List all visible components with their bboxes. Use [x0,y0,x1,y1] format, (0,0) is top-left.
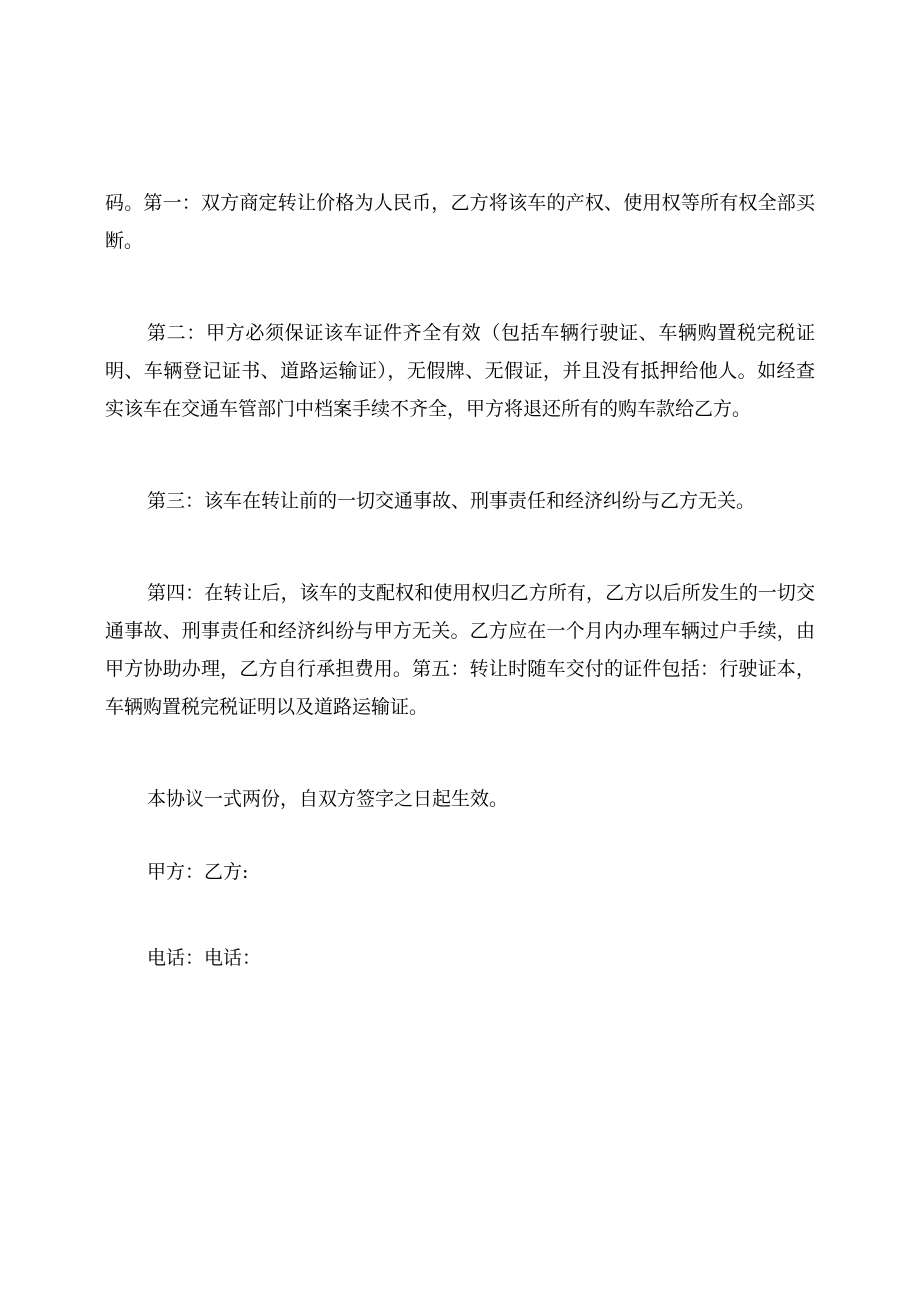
signature-phones: 电话：电话： [147,947,262,969]
paragraph-clause-1: 码。第一：双方商定转让价格为人民币，乙方将该车的产权、使用权等所有权全部买断。 [105,192,815,252]
paragraph-clause-4-5: 第四：在转让后，该车的支配权和使用权归乙方所有，乙方以后所发生的一切交通事故、刑事责任和经济纠纷与甲方无关。乙方应在一个月内办理车辆过户手续，由甲方协助办理，乙方自行承担费用。第五：转让时随车交付的证件包括：行驶证本，车辆购置税完税证明以及道路运输证。 [105,582,815,718]
signature-parties: 甲方：乙方: [147,861,249,883]
paragraph-clause-3: 第三：该车在转让前的一切交通事故、刑事责任和经济纠纷与乙方无关。 [147,490,756,512]
paragraph-effective: 本协议一式两份，自双方签字之日起生效。 [147,788,509,810]
paragraph-clause-2: 第二：甲方必须保证该车证件齐全有效（包括车辆行驶证、车辆购置税完税证明、车辆登记证书、道路运输证），无假牌、无假证，并且没有抵押给他人。如经查实该车在交通车管部门中档案手续不齐全，甲方将退还所有的购车款给乙方。 [105,322,815,420]
